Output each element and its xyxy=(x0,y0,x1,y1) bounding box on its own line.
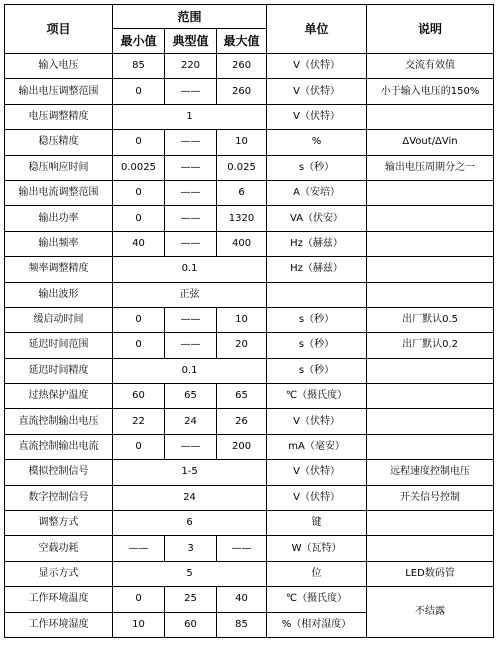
max-value: 1320 xyxy=(217,206,267,231)
typ-value: 24 xyxy=(165,409,217,434)
desc-value: LED数码管 xyxy=(367,561,494,586)
max-value: 85 xyxy=(217,612,267,637)
unit-value: Hz（赫兹） xyxy=(267,257,367,282)
desc-value: 出厂默认0.5 xyxy=(367,307,494,332)
desc-value: 远程速度控制电压 xyxy=(367,460,494,485)
typ-value: —— xyxy=(165,155,217,180)
typ-value: —— xyxy=(165,333,217,358)
min-value: 0 xyxy=(113,333,165,358)
table-row xyxy=(5,333,494,358)
typ-value: —— xyxy=(165,130,217,155)
unit-value: Hz（赫兹） xyxy=(267,231,367,256)
max-value: 40 xyxy=(217,587,267,612)
unit-value: V（伏特） xyxy=(267,79,367,104)
param-name: 输出频率 xyxy=(5,231,113,256)
unit-value: ℃（摄氏度） xyxy=(267,587,367,612)
desc-value: 小于输入电压的150% xyxy=(367,79,494,104)
header-range: 范围 xyxy=(113,5,267,29)
desc-value xyxy=(367,180,494,205)
desc-value xyxy=(367,282,494,307)
table-row xyxy=(5,104,494,129)
desc-value xyxy=(367,257,494,282)
header-desc: 说明 xyxy=(367,5,494,54)
unit-value xyxy=(267,282,367,307)
table-row xyxy=(5,206,494,231)
table-row xyxy=(5,485,494,510)
param-name: 电压调整精度 xyxy=(5,104,113,129)
table-row xyxy=(5,282,494,307)
table-row xyxy=(5,130,494,155)
unit-value: 位 xyxy=(267,561,367,586)
table-row xyxy=(5,231,494,256)
merged-value: 5 xyxy=(113,561,267,586)
unit-value: W（瓦特） xyxy=(267,536,367,561)
desc-value xyxy=(367,384,494,409)
param-name: 输出功率 xyxy=(5,206,113,231)
max-value: 20 xyxy=(217,333,267,358)
table-row xyxy=(5,257,494,282)
desc-value xyxy=(367,104,494,129)
min-value: 85 xyxy=(113,54,165,79)
desc-value xyxy=(367,536,494,561)
unit-value: s（秒） xyxy=(267,333,367,358)
max-value: 65 xyxy=(217,384,267,409)
param-name: 过热保护温度 xyxy=(5,384,113,409)
typ-value: —— xyxy=(165,231,217,256)
param-name: 空载功耗 xyxy=(5,536,113,561)
unit-value: V（伏特） xyxy=(267,104,367,129)
max-value: 6 xyxy=(217,180,267,205)
param-name: 输出波形 xyxy=(5,282,113,307)
desc-value xyxy=(367,511,494,536)
table-row xyxy=(5,180,494,205)
merged-value: 1 xyxy=(113,104,267,129)
unit-value: VA（伏安） xyxy=(267,206,367,231)
typ-value: —— xyxy=(165,206,217,231)
header-min: 最小值 xyxy=(113,29,165,54)
unit-value: % xyxy=(267,130,367,155)
desc-value: 开关信号控制 xyxy=(367,485,494,510)
table-row xyxy=(5,409,494,434)
desc-value xyxy=(367,409,494,434)
table-row xyxy=(5,307,494,332)
max-value: —— xyxy=(217,536,267,561)
typ-value: —— xyxy=(165,180,217,205)
min-value: 0 xyxy=(113,79,165,104)
table-row xyxy=(5,561,494,586)
unit-value: %（相对湿度） xyxy=(267,612,367,637)
max-value: 10 xyxy=(217,307,267,332)
min-value: 0.0025 xyxy=(113,155,165,180)
param-name: 直流控制输出电压 xyxy=(5,409,113,434)
desc-value xyxy=(367,206,494,231)
desc-value: 输出电压周期分之一 xyxy=(367,155,494,180)
header-max: 最大值 xyxy=(217,29,267,54)
table-row xyxy=(5,155,494,180)
min-value: 40 xyxy=(113,231,165,256)
typ-value: 65 xyxy=(165,384,217,409)
table-row xyxy=(5,384,494,409)
max-value: 200 xyxy=(217,434,267,459)
min-value: 0 xyxy=(113,307,165,332)
table-row xyxy=(5,79,494,104)
merged-value: 0.1 xyxy=(113,358,267,383)
param-name: 缓启动时间 xyxy=(5,307,113,332)
unit-value: s（秒） xyxy=(267,358,367,383)
unit-value: s（秒） xyxy=(267,155,367,180)
unit-value: mA（毫安） xyxy=(267,434,367,459)
param-name: 延迟时间精度 xyxy=(5,358,113,383)
param-name: 稳压响应时间 xyxy=(5,155,113,180)
table-row xyxy=(5,54,494,79)
unit-value: ℃（摄氏度） xyxy=(267,384,367,409)
typ-value: 220 xyxy=(165,54,217,79)
param-name: 直流控制输出电流 xyxy=(5,434,113,459)
merged-value: 正弦 xyxy=(113,282,267,307)
param-name: 输出电流调整范围 xyxy=(5,180,113,205)
unit-value: V（伏特） xyxy=(267,485,367,510)
merged-value: 6 xyxy=(113,511,267,536)
table-row xyxy=(5,358,494,383)
table-row xyxy=(5,536,494,561)
min-value: 0 xyxy=(113,180,165,205)
min-value: 0 xyxy=(113,434,165,459)
max-value: 0.025 xyxy=(217,155,267,180)
max-value: 260 xyxy=(217,79,267,104)
param-name: 工作环境温度 xyxy=(5,587,113,612)
table-row xyxy=(5,587,494,612)
param-name: 输入电压 xyxy=(5,54,113,79)
param-name: 输出电压调整范围 xyxy=(5,79,113,104)
spec-table xyxy=(4,4,494,638)
typ-value: 60 xyxy=(165,612,217,637)
desc-value: 出厂默认0.2 xyxy=(367,333,494,358)
desc-value: 交流有效值 xyxy=(367,54,494,79)
param-name: 频率调整精度 xyxy=(5,257,113,282)
max-value: 260 xyxy=(217,54,267,79)
unit-value: V（伏特） xyxy=(267,54,367,79)
param-name: 延迟时间范围 xyxy=(5,333,113,358)
min-value: 0 xyxy=(113,130,165,155)
min-value: 0 xyxy=(113,206,165,231)
unit-value: V（伏特） xyxy=(267,460,367,485)
table-row xyxy=(5,434,494,459)
desc-value xyxy=(367,358,494,383)
min-value: 0 xyxy=(113,587,165,612)
param-name: 工作环境湿度 xyxy=(5,612,113,637)
desc-value xyxy=(367,434,494,459)
min-value: 22 xyxy=(113,409,165,434)
merged-value: 24 xyxy=(113,485,267,510)
param-name: 调整方式 xyxy=(5,511,113,536)
desc-value xyxy=(367,231,494,256)
desc-value: ΔVout/ΔVin xyxy=(367,130,494,155)
param-name: 模拟控制信号 xyxy=(5,460,113,485)
typ-value: —— xyxy=(165,79,217,104)
param-name: 数字控制信号 xyxy=(5,485,113,510)
param-name: 稳压精度 xyxy=(5,130,113,155)
unit-value: V（伏特） xyxy=(267,409,367,434)
typ-value: —— xyxy=(165,307,217,332)
typ-value: —— xyxy=(165,434,217,459)
unit-value: s（秒） xyxy=(267,307,367,332)
unit-value: 键 xyxy=(267,511,367,536)
unit-value: A（安培） xyxy=(267,180,367,205)
max-value: 10 xyxy=(217,130,267,155)
param-name: 显示方式 xyxy=(5,561,113,586)
table-row xyxy=(5,460,494,485)
header-typ: 典型值 xyxy=(165,29,217,54)
max-value: 400 xyxy=(217,231,267,256)
min-value: 10 xyxy=(113,612,165,637)
header-item: 项目 xyxy=(5,5,113,54)
desc-value: 不结露 xyxy=(367,587,494,638)
min-value: —— xyxy=(113,536,165,561)
table-row xyxy=(5,511,494,536)
typ-value: 25 xyxy=(165,587,217,612)
merged-value: 0.1 xyxy=(113,257,267,282)
merged-value: 1-5 xyxy=(113,460,267,485)
typ-value: 3 xyxy=(165,536,217,561)
min-value: 60 xyxy=(113,384,165,409)
header-unit: 单位 xyxy=(267,5,367,54)
max-value: 26 xyxy=(217,409,267,434)
